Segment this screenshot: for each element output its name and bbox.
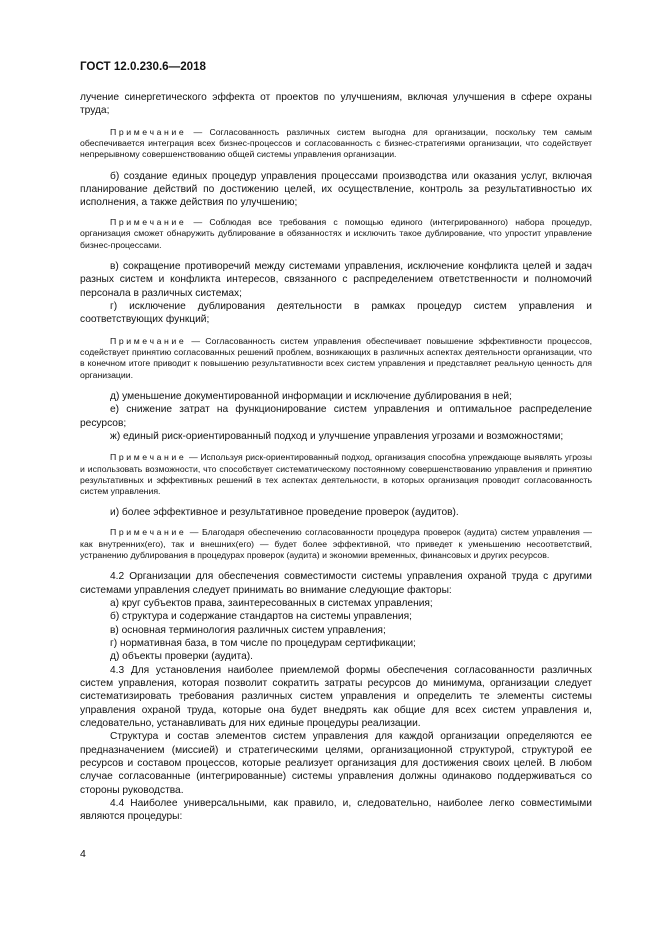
note-consistency-benefit: Примечание — Согласованность различных систем выгодна для организации, поскольку тем самым обеспечивается интеграция всех бизнес-процессов и согласованность с бизнес-стратегиями организации, что содействует непрерывному совершенствованию общей системы управления организации. [80, 126, 592, 160]
page-header-standard-title: ГОСТ 12.0.230.6—2018 [80, 60, 207, 73]
document-body [80, 91, 592, 824]
note-label: Примечание [110, 126, 187, 137]
note-label: Примечание [110, 452, 187, 463]
clause-4-2: 4.2 Организации для обеспечения совместимости системы управления охраной труда с другими системами управления следует принимать во внимание следующие факторы: [80, 571, 592, 596]
note-label: Примечание [110, 335, 187, 346]
note-text: Согласованность различных систем выгодна для организации, поскольку тем самым обеспечивается интеграция всех бизнес-процессов и согласованность с бизнес-стратегиями организации, что содействует непрерывному совершенствованию общей системы управления организации. [80, 126, 592, 160]
list-item-e: е) снижение затрат на функционирование систем управления и оптимальное распределение ресурсов; [80, 404, 592, 429]
note-label: Примечание [110, 527, 187, 538]
note-text: Согласованность систем управления обеспечивает повышение эффективности процессов, содействует принятию согласованных решений проблем, возникающих в различных аспектах деятельности организации, что в конечном итоге приводит к повышению результативности всех систем управления и представляет реальную ценность для организации. [80, 335, 593, 380]
list-item-v: в) сокращение противоречий между системами управления, исключение конфликта целей и задач разных систем и конфликта интересов, связанного с распределением ответственности и полномочий персонала в различных системах; [80, 261, 592, 299]
note-risk-approach: Примечание — Используя риск-ориентированный подход, организация способна упреждающе выявлять угрозы и использовать возможности, что способствует систематическому постоянному совершенствованию управления и принятию результативных и эффективных решений в тех аспектах деятельности, в которых организация проводит согласованность систем управления. [80, 452, 592, 497]
clause-4-3: 4.3 Для установления наиболее приемлемой формы обеспечения согласованности различных систем управления, которая позволит сократить затраты ресурсов до минимума, организации следует систематизировать требования различных систем управления и определить те элементы системы управления охраной труда, которые она будет внедрять как общие для всех систем управления и, следовательно, устанавливать для них единые процедуры реализации. [80, 664, 592, 729]
note-label: Примечание [110, 217, 187, 228]
note-unified-procedures: Примечание — Соблюдая все требования с помощью единого (интегрированного) набора процедур, организация сможет обнаружить дублирование в обязанностях и исключить такое дублирование, что упростит управление бизнес-процессами. [80, 217, 593, 250]
list-item-g: г) исключение дублирования деятельности в рамках процедур систем управления и соответствующих функций; [80, 301, 592, 326]
list-item-i: и) более эффективное и результативное проведение проверок (аудитов). [110, 507, 459, 519]
note-text: Соблюдая все требования с помощью единого (интегрированного) набора процедур, организация сможет обнаружить дублирование в обязанностях и исключить такое дублирование, что упростит управление бизнес-процессами. [80, 217, 593, 250]
factor-g: г) нормативная база, в том числе по процедурам сертификации; [110, 637, 416, 649]
list-item-b: б) создание единых процедур управления процессами производства или оказания услуг, включая планирование действий по достижению целей, их осуществление, контроль за результативностью их исполнения, а также действия по улучшению; [80, 170, 592, 209]
paragraph-structure: Структура и состав элементов систем управления для каждой организации определяются ее предназначением (миссией) и стратегическими целями, организационной структурой, структурой ее ресурсов и составом процессов, которые реализует организация для достижения своих целей. В любом случае согласованные (интегрированные) системы управления должны одинаково поддерживаться со стороны руководства. [80, 731, 592, 796]
clause-4-4: 4.4 Наиболее универсальными, как правило, и, следовательно, наиболее легко совместимыми являются процедуры: [80, 798, 592, 823]
note-text: Используя риск-ориентированный подход, организация способна упреждающе выявлять угрозы и использовать возможности, что способствует систематическому постоянному совершенствованию управления и принятию результативных и эффективных решений в тех аспектах деятельности, в которых организация проводит согласованность систем управления. [80, 452, 592, 497]
factor-d: д) объекты проверки (аудита). [110, 651, 253, 663]
factor-v: в) основная терминология различных систем управления; [110, 624, 386, 636]
note-audits: Примечание — Благодаря обеспечению согласованности процедура проверок (аудита) систем управления — как внутренних(его), так и внешних(его) — будет более эффективной, что приведет к уменьшению несоответствий, устранению дублирования в процедурах проверок (аудита) и экономии временных, финансовых и других ресурсов. [80, 527, 592, 560]
paragraph-continuation: лучение синергетического эффекта от проектов по улучшениям, включая улучшения в сфере охраны труда; [80, 92, 592, 117]
page-number: 4 [80, 848, 86, 860]
list-item-d: д) уменьшение документированной информации и исключение дублирования в ней; [110, 390, 512, 402]
note-text: Благодаря обеспечению согласованности процедура проверок (аудита) систем управления — как внутренних(его), так и внешних(его) — будет более эффективной, что приведет к уменьшению несоответствий, устранению дублирования в процедурах проверок (аудита) и экономии временных, финансовых и других ресурсов. [80, 527, 592, 560]
factor-a: а) круг субъектов права, заинтересованных в системах управления; [110, 597, 433, 609]
note-efficiency: Примечание — Согласованность систем управления обеспечивает повышение эффективности процессов, содействует принятию согласованных решений проблем, возникающих в различных аспектах деятельности организации, что в конечном итоге приводит к повышению результативности всех систем управления и представляет реальную ценность для организации. [80, 335, 593, 380]
list-item-zh: ж) единый риск-ориентированный подход и улучшение управления угрозами и возможностями; [110, 430, 564, 442]
factor-b: б) структура и содержание стандартов на системы управления; [110, 611, 412, 623]
